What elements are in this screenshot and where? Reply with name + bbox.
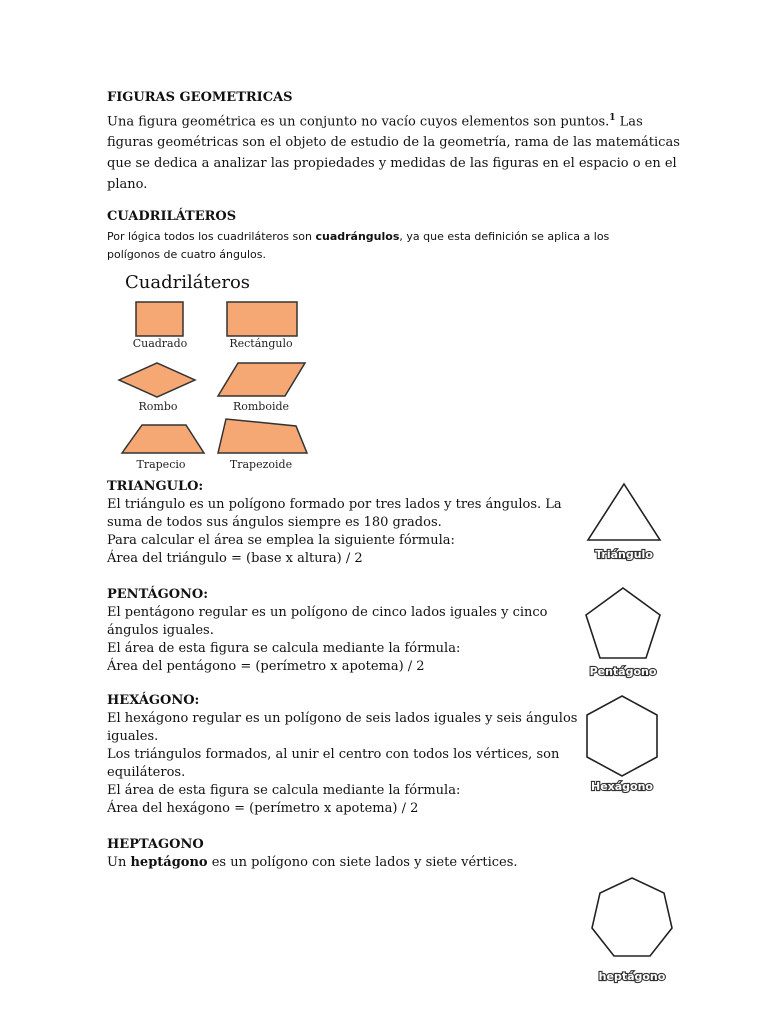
square-shape (136, 302, 183, 336)
pentagono-line-2: ángulos iguales. (107, 623, 214, 638)
triangulo-line-1: El triángulo es un polígono formado por tres lados y tres ángulos. La (107, 497, 562, 512)
pentagon-shape (586, 588, 660, 658)
triangulo-line-3: Para calcular el área se emplea la siguiente fórmula: (107, 533, 455, 548)
pentagono-line-3: El área de esta figura se calcula mediante la fórmula: (107, 641, 461, 656)
cuadrilateros-figure (108, 266, 318, 476)
rhombus-shape (119, 363, 195, 397)
triangle-shape (588, 484, 660, 540)
section-heading-hexagono: HEXÁGONO: (107, 693, 200, 708)
hexagon-shape (587, 696, 657, 776)
section-heading-cuadrilateros: CUADRILÁTEROS (107, 209, 237, 224)
label-romboide: Romboide (232, 400, 290, 413)
footnote-marker[interactable]: 1 (609, 113, 616, 123)
heptagono-text-a: Un (107, 855, 131, 870)
hexagon-label: Hexágono (590, 780, 654, 793)
section-heading-figuras: FIGURAS GEOMETRICAS (107, 90, 293, 105)
hexagono-line-5: El área de esta figura se calcula mediante la fórmula: (107, 783, 461, 798)
pentagono-line-4: Área del pentágono = (perímetro x apotema) / 2 (107, 659, 425, 674)
pentagon-label: Pentágono (589, 665, 657, 678)
rectangle-shape (227, 302, 297, 336)
hexagono-line-4: equiláteros. (107, 765, 186, 780)
section-heading-heptagono: HEPTAGONO (107, 837, 204, 852)
cuadrilateros-line-1 (107, 228, 609, 246)
intro-paragraph (107, 108, 680, 195)
trapezium-shape (122, 425, 204, 453)
heptagono-term: heptágono (130, 855, 208, 870)
triangle-figure (582, 478, 672, 568)
heptagono-text-b: es un polígono con siete lados y siete vértices. (207, 855, 518, 870)
quadrilateral-shapes (119, 302, 307, 453)
intro-line-3: que se dedica a analizar las propiedades y medidas de las figuras en el espacio o en el (107, 156, 677, 172)
label-trapezoide: Trapezoide (229, 458, 293, 471)
section-heading-triangulo: TRIANGULO: (107, 479, 204, 494)
pentagon-figure (580, 584, 670, 684)
hexagono-line-3: Los triángulos formados, al unir el centro con todos los vértices, son (107, 747, 560, 762)
hexagono-paragraph (107, 710, 577, 818)
label-trapecio: Trapecio (136, 458, 186, 471)
intro-line-2: figuras geométricas son el objeto de estudio de la geometría, rama de las matemáticas (107, 135, 680, 151)
label-rombo: Rombo (138, 400, 178, 413)
pentagono-paragraph (107, 604, 548, 676)
hexagon-figure (580, 694, 670, 796)
trapezoid-shape (218, 419, 307, 453)
triangulo-line-4: Área del triángulo = (base x altura) / 2 (107, 551, 363, 566)
intro-line-4: plano. (107, 177, 148, 193)
hexagono-line-6: Área del hexágono = (perímetro x apotema) / 2 (107, 801, 419, 816)
triangulo-line-2: suma de todos sus ángulos siempre es 180 grados. (107, 515, 442, 530)
hexagono-line-2: iguales. (107, 729, 159, 744)
heptagon-figure (584, 874, 680, 986)
intro-line-1: Una figura geométrica es un conjunto no vacío cuyos elementos son puntos. (107, 114, 610, 130)
label-cuadrado: Cuadrado (132, 337, 188, 350)
hexagono-line-1: El hexágono regular es un polígono de seis lados iguales y seis ángulos (107, 711, 578, 726)
label-rectangulo: Rectángulo (229, 337, 293, 350)
figure-title: Cuadriláteros (125, 272, 251, 293)
triangulo-paragraph (107, 496, 562, 568)
intro-line-1-tail: Las (615, 114, 643, 130)
triangle-label: Triángulo (595, 548, 653, 561)
section-heading-pentagono: PENTÁGONO: (107, 587, 209, 602)
heptagon-shape (592, 878, 672, 956)
cuadrilateros-text-a: Por lógica todos los cuadriláteros son (107, 230, 316, 243)
heptagono-line-1 (107, 854, 518, 872)
heptagon-label: heptágono (598, 970, 666, 983)
rhomboid-shape (218, 363, 305, 396)
pentagono-line-1: El pentágono regular es un polígono de cinco lados iguales y cinco (107, 605, 548, 620)
cuadrangulos-term: cuadrángulos (315, 230, 400, 243)
cuadrilateros-line-2: polígonos de cuatro ángulos. (107, 248, 266, 261)
cuadrilateros-text-b: , ya que esta definición se aplica a los (399, 230, 610, 243)
